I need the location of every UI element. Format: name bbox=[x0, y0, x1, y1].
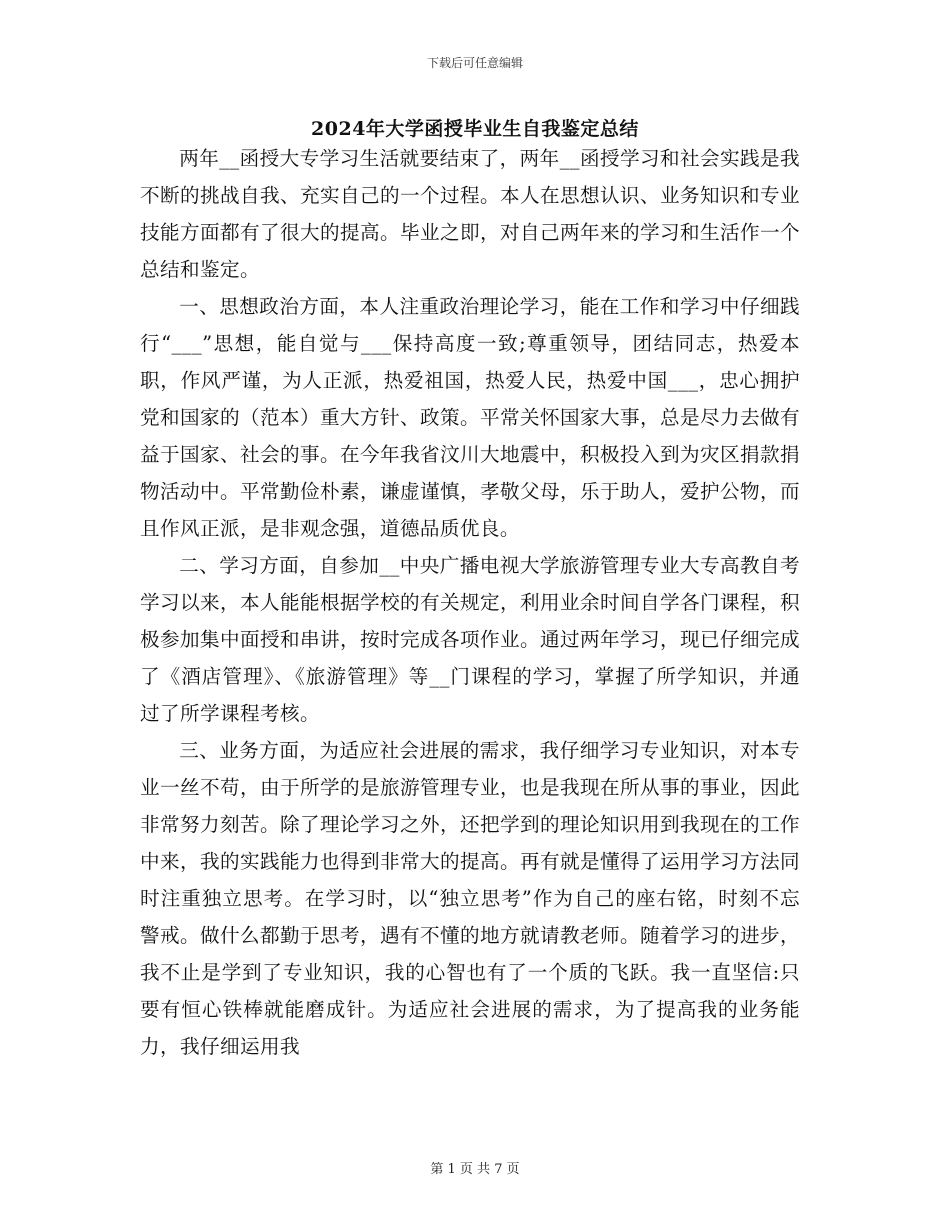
paragraph-intro: 两年__函授大专学习生活就要结束了，两年__函授学习和社会实践是我不断的挑战自我、充实自己的一个过程。本人在思想认识、业务知识和专业技能方面都有了很大的提高。毕业之即，对自己两年来的学习和生活作一个总结和鉴定。 bbox=[140, 147, 800, 281]
paragraph-ideology: 一、思想政治方面，本人注重政治理论学习，能在工作和学习中仔细践行“___”思想，能自觉与___保持高度一致;尊重领导，团结同志，热爱本职，作风严谨，为人正派，热爱祖国，热爱人民，热爱中国___，忠心拥护党和国家的（范本）重大方针、政策。平常关怀国家大事，总是尽力去做有益于国家、社会的事。在今年我省汶川大地震中，积极投入到为灾区捐款捐物活动中。平常勤俭朴素，谦虚谨慎，孝敬父母，乐于助人，爱护公物，而且作风正派，是非观念强，道德品质优良。 bbox=[140, 295, 800, 540]
paragraph-study: 二、学习方面，自参加__中央广播电视大学旅游管理专业大专高教自考学习以来，本人能能根据学校的有关规定，利用业余时间自学各门课程，积极参加集中面授和串讲，按时完成各项作业。通过两年学习，现已仔细完成了《酒店管理》、《旅游管理》等__门课程的学习，掌握了所学知识，并通过了所学课程考核。 bbox=[140, 554, 800, 725]
document-body bbox=[140, 140, 800, 1065]
page-header-note: 下载后可任意编辑 bbox=[426, 56, 523, 70]
paragraph-business: 三、业务方面，为适应社会进展的需求，我仔细学习专业知识，对本专业一丝不苟，由于所学的是旅游管理专业，也是我现在所从事的事业，因此非常努力刻苦。除了理论学习之外，还把学到的理论知识用到我现在的工作中来，我的实践能力也得到非常大的提高。再有就是懂得了运用学习方法同时注重独立思考。在学习时，以“独立思考”作为自己的座右铭，时刻不忘警戒。做什么都勤于思考，遇有不懂的地方就请教老师。随着学习的进步，我不止是学到了专业知识，我的心智也有了一个质的飞跃。我一直坚信:只要有恒心铁棒就能磨成针。为适应社会进展的需求，为了提高我的业务能力，我仔细运用我 bbox=[140, 739, 800, 1058]
page-number: 第 1 页 共 7 页 bbox=[430, 1162, 520, 1177]
document-title: 2024年大学函授毕业生自我鉴定总结 bbox=[311, 118, 639, 140]
